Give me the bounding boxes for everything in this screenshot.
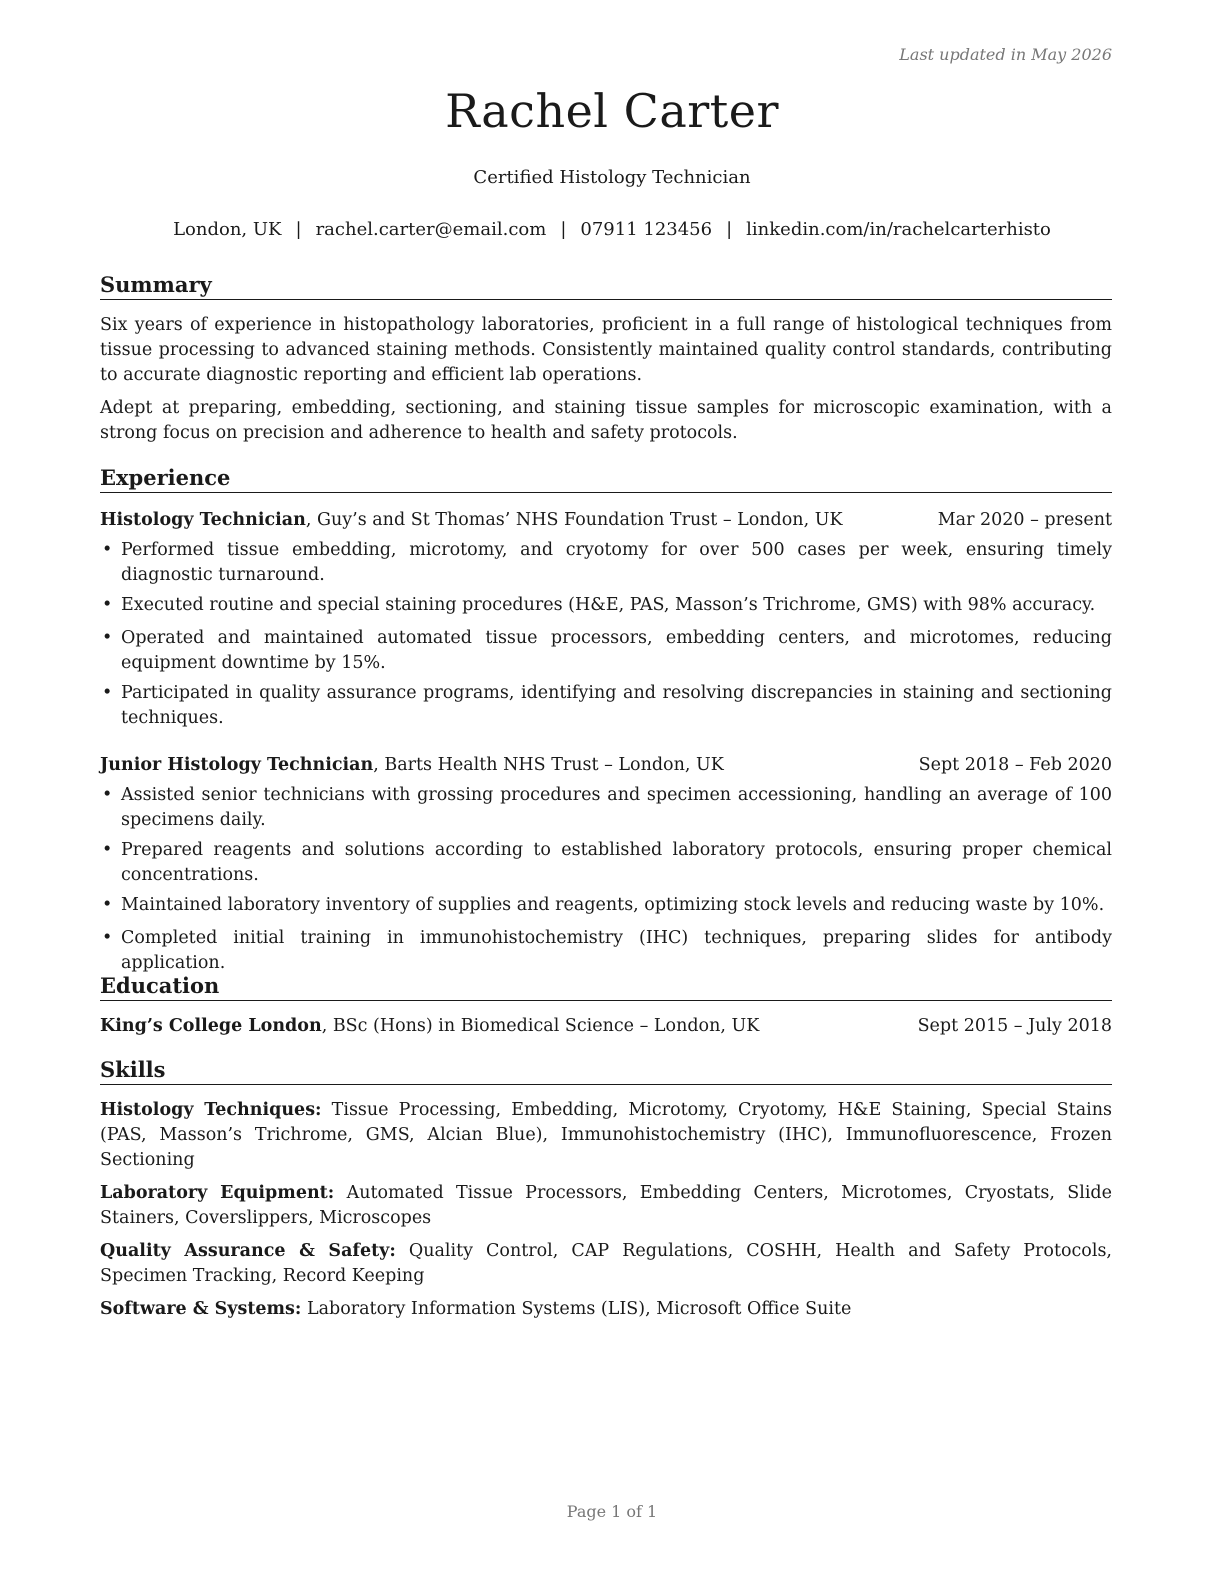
job-role: Histology Technician <box>100 510 306 530</box>
job-title-line <box>100 753 724 778</box>
bullet-text: Operated and maintained automated tissue processors, embedding centers, and microtomes, reducing equipment downtime by 15%. <box>121 628 1112 673</box>
skill-label: Histology Techniques: <box>100 1100 322 1120</box>
skill-items: Tissue Processing, Embedding, Microtomy, Cryotomy, H&E Staining, Special Stains (PAS, Masson’s Trichrome, GMS, Alcian Blue), Immunohistochemistry (IHC), Immunofluorescence, Frozen Sectioning <box>100 1100 1112 1170</box>
skill-group <box>100 1297 1112 1322</box>
section-title-experience: Experience <box>100 465 1112 493</box>
skill-items: Automated Tissue Processors, Embedding Centers, Microtomes, Cryostats, Slide Stainers, Coverslippers, Microscopes <box>100 1183 1112 1228</box>
contact-email[interactable]: rachel.carter@email.com <box>315 219 547 240</box>
list-item <box>100 681 1112 731</box>
section-title-summary: Summary <box>100 272 1112 300</box>
job-header <box>100 753 1112 778</box>
job-organization: , Barts Health NHS Trust – London, UK <box>373 755 724 775</box>
bullet-icon: • <box>102 628 113 648</box>
contact-separator: | <box>726 219 733 240</box>
bullet-icon: • <box>102 928 113 948</box>
list-item <box>100 838 1112 888</box>
contact-separator: | <box>560 219 567 240</box>
skill-group <box>100 1098 1112 1173</box>
education-entry <box>100 1014 1112 1039</box>
contact-linkedin[interactable]: linkedin.com/in/rachelcarterhisto <box>746 219 1051 240</box>
section-title-education: Education <box>100 973 1112 1001</box>
bullet-icon: • <box>102 683 113 703</box>
list-item <box>100 538 1112 588</box>
last-updated-note: Last updated in May 2026 <box>899 45 1112 64</box>
bullet-text: Participated in quality assurance programs, identifying and resolving discrepancies in staining and sectioning techniques. <box>121 683 1112 728</box>
bullet-text: Assisted senior technicians with grossing procedures and specimen accessioning, handling an average of 100 specimens daily. <box>121 785 1112 830</box>
list-item <box>100 783 1112 833</box>
education-dates: Sept 2015 – July 2018 <box>917 1016 1112 1036</box>
contact-line <box>0 219 1224 240</box>
job-dates: Mar 2020 – present <box>937 510 1112 530</box>
skill-label: Quality Assurance & Safety: <box>100 1241 396 1261</box>
candidate-headline: Certified Histology Technician <box>473 167 751 188</box>
job-role: Junior Histology Technician <box>100 755 374 775</box>
skill-group <box>100 1239 1112 1289</box>
contact-separator: | <box>295 219 302 240</box>
page-number: Page 1 of 1 <box>566 1502 658 1521</box>
skill-label: Laboratory Equipment: <box>100 1183 335 1203</box>
list-item <box>100 626 1112 676</box>
candidate-name: Rachel Carter <box>445 84 779 138</box>
job-dates: Sept 2018 – Feb 2020 <box>918 755 1112 775</box>
job-bullets <box>100 783 1112 976</box>
education-degree: , BSc (Hons) in Biomedical Science – London, UK <box>321 1016 760 1036</box>
experience-section <box>100 465 1112 976</box>
job-organization: , Guy’s and St Thomas’ NHS Foundation Trust – London, UK <box>305 510 843 530</box>
summary-section <box>100 272 1112 446</box>
summary-paragraph: Six years of experience in histopathology laboratories, proficient in a full range of histological techniques from tissue processing to advanced staining methods. Consistently maintained quality control standards, contributing to accurate diagnostic reporting and efficient lab operations. <box>100 315 1112 385</box>
bullet-icon: • <box>102 840 113 860</box>
bullet-text: Prepared reagents and solutions according to established laboratory protocols, ensuring proper chemical concentrations. <box>121 840 1112 885</box>
education-section <box>100 973 1112 1039</box>
bullet-text: Executed routine and special staining procedures (H&E, PAS, Masson’s Trichrome, GMS) with 98% accuracy. <box>121 595 1096 615</box>
list-item <box>100 926 1112 976</box>
section-title-skills: Skills <box>100 1057 1112 1085</box>
bullet-text: Completed initial training in immunohistochemistry (IHC) techniques, preparing slides for antibody application. <box>121 928 1112 973</box>
bullet-text: Performed tissue embedding, microtomy, and cryotomy for over 500 cases per week, ensuring timely diagnostic turnaround. <box>121 540 1112 585</box>
education-line <box>100 1014 759 1039</box>
skill-items: Laboratory Information Systems (LIS), Microsoft Office Suite <box>306 1299 852 1319</box>
education-school: King’s College London <box>100 1016 322 1036</box>
bullet-icon: • <box>102 785 113 805</box>
skill-items: Quality Control, CAP Regulations, COSHH, Health and Safety Protocols, Specimen Tracking, Record Keeping <box>100 1241 1112 1286</box>
summary-paragraph: Adept at preparing, embedding, sectioning, and staining tissue samples for microscopic examination, with a strong focus on precision and adherence to health and safety protocols. <box>100 398 1112 443</box>
contact-phone: 07911 123456 <box>580 219 713 240</box>
skill-group <box>100 1181 1112 1231</box>
contact-location: London, UK <box>173 219 282 240</box>
skill-label: Software & Systems: <box>100 1299 302 1319</box>
list-item <box>100 593 1112 618</box>
job-bullets <box>100 538 1112 731</box>
skills-section <box>100 1057 1112 1322</box>
bullet-icon: • <box>102 895 113 915</box>
list-item <box>100 893 1112 918</box>
bullet-icon: • <box>102 595 113 615</box>
job-title-line <box>100 508 843 533</box>
bullet-text: Maintained laboratory inventory of supplies and reagents, optimizing stock levels and reducing waste by 10%. <box>121 895 1105 915</box>
bullet-icon: • <box>102 540 113 560</box>
job-header <box>100 508 1112 533</box>
